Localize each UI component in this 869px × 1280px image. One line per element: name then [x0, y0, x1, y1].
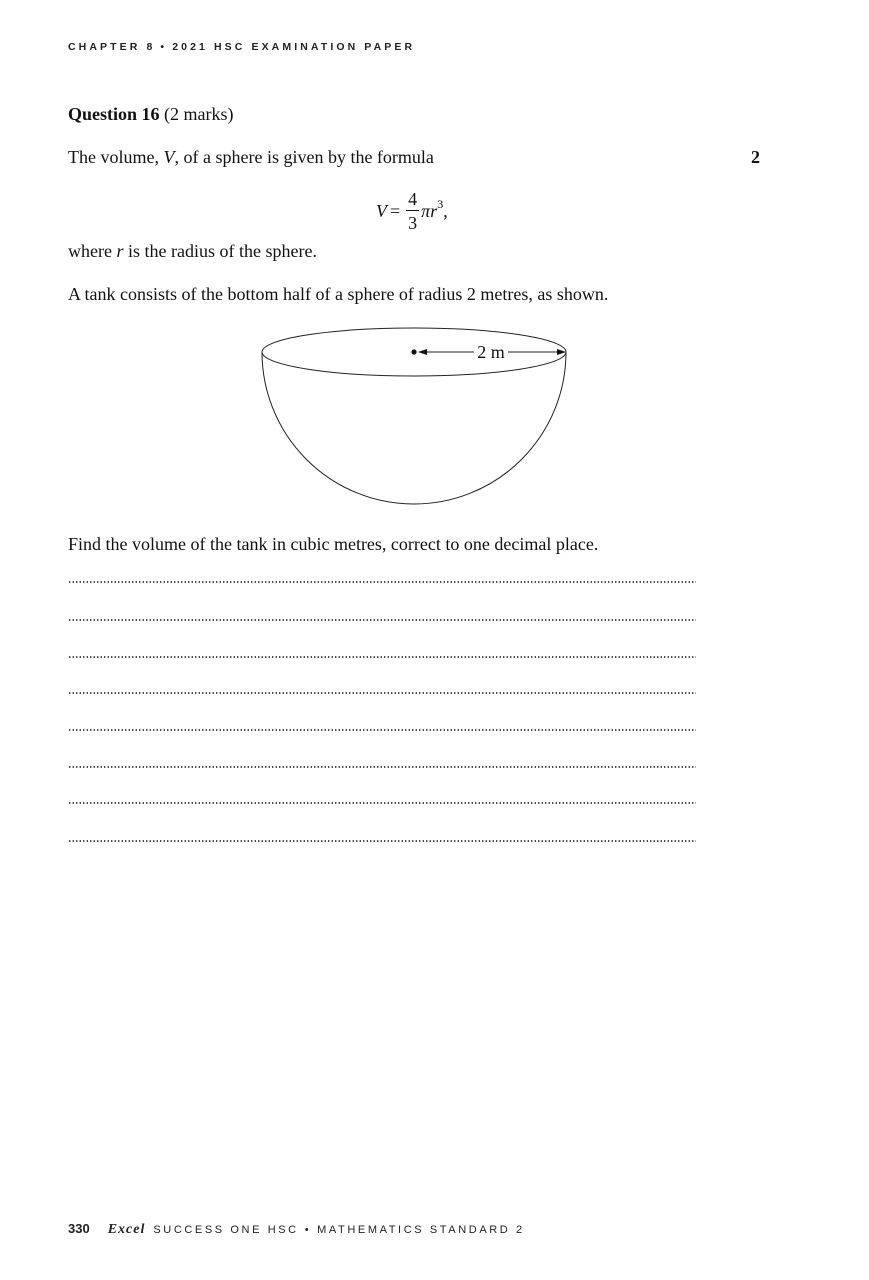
tank-description: A tank consists of the bottom half of a sphere of radius 2 metres, as shown.: [68, 284, 609, 304]
footer-series: SUCCESS ONE HSC: [153, 1224, 299, 1236]
brand-logo: Excel: [107, 1222, 146, 1237]
answer-line[interactable]: [68, 619, 696, 621]
running-header: [68, 41, 415, 53]
answer-line[interactable]: [68, 692, 696, 694]
arrowhead-right-icon: [557, 349, 566, 355]
question-marks-note: (2 marks): [164, 104, 234, 124]
formula-numerator: 4: [408, 189, 418, 209]
formula-trailing: ,: [443, 200, 448, 221]
hemisphere-diagram: [255, 322, 575, 512]
formula-equals: =: [390, 200, 401, 221]
answer-line[interactable]: [68, 766, 696, 768]
header-chapter: CHAPTER 8: [68, 41, 156, 53]
where-variable: r: [116, 241, 124, 261]
answer-line[interactable]: [68, 840, 696, 842]
radius-label: 2 m: [477, 342, 505, 362]
volume-formula: [376, 187, 448, 235]
formula-r: r: [430, 200, 438, 221]
answer-line[interactable]: [68, 581, 696, 583]
footer-subject: MATHEMATICS STANDARD 2: [317, 1224, 525, 1236]
marks-indicator: 2: [751, 147, 760, 167]
formula-denominator: 3: [408, 213, 418, 233]
formula-exponent: 3: [437, 196, 444, 211]
hemisphere-bowl: [262, 352, 566, 504]
running-footer: [68, 1221, 525, 1238]
intro-before: The volume,: [68, 147, 164, 167]
header-paper: 2021 HSC EXAMINATION PAPER: [172, 41, 416, 53]
where-text: [68, 241, 317, 262]
intro-after: , of a sphere is given by the formula: [174, 147, 434, 167]
question-number: Question 16: [68, 104, 160, 124]
formula-lhs: V: [376, 200, 387, 221]
where-after: is the radius of the sphere.: [123, 241, 317, 261]
formula-fraction: [406, 190, 419, 232]
intro-text: [68, 147, 434, 168]
answer-line[interactable]: [68, 656, 696, 658]
formula-pi: π: [421, 200, 431, 221]
answer-line[interactable]: [68, 802, 696, 804]
arrowhead-left-icon: [418, 349, 427, 355]
where-before: where: [68, 241, 117, 261]
intro-variable: V: [163, 147, 175, 167]
centre-point: [411, 349, 416, 354]
task-text: Find the volume of the tank in cubic metres, correct to one decimal place.: [68, 534, 599, 554]
header-separator: •: [160, 41, 168, 53]
footer-separator: •: [304, 1224, 312, 1236]
question-title: [68, 104, 234, 125]
answer-line[interactable]: [68, 729, 696, 731]
page-number: 330: [68, 1221, 90, 1236]
